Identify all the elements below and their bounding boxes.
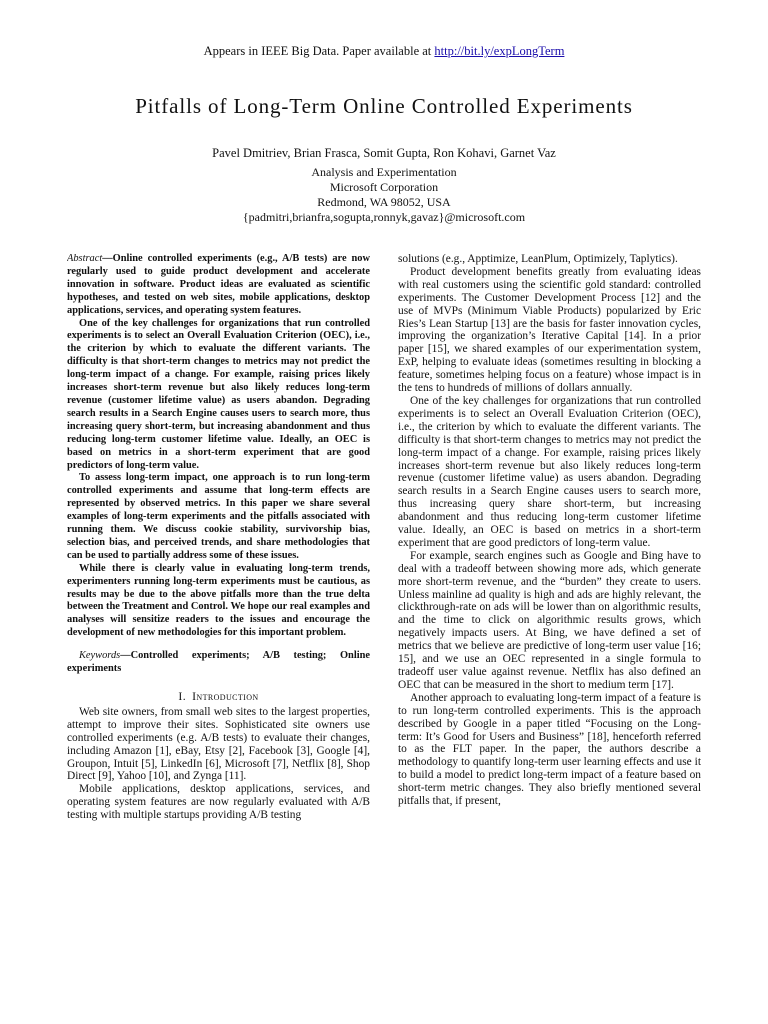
affiliation-group: Analysis and Experimentation (311, 165, 457, 179)
abstract (67, 253, 370, 640)
body-paragraph: One of the key challenges for organizations that run controlled experiments is to select an Overall Evaluation Criterion (OEC), i.e., the criterion by which to evaluate the different variants. The difficulty is that short-term changes to metrics may not predict the long-term impact of a change. For example, raising prices likely increases short-term revenue but also likely reduces long-term revenue (customer lifetime value) as users abandon. Degrading search results in a Search Engine causes users to search more, thus increasing query share short-term, but increasing abandonment and thus reducing long-term customer lifetime value. Ideally, an OEC is based on metrics in a short-term experiment that are good predictors of long-term value. (398, 394, 701, 549)
intro-text-left (67, 706, 370, 822)
paper-link[interactable]: http://bit.ly/expLongTerm (434, 44, 565, 58)
abstract-paragraph: One of the key challenges for organizations that run controlled experiments is to select an Overall Evaluation Criterion (OEC), i.e., the criterion by which to evaluate the different variants. The difficulty is that short-term changes to metrics may not predict the long-term impact of a change. For example, raising prices likely increases short-term revenue but also likely reduces long-term revenue (customer lifetime value) as users abandon. Degrading search results in a Search Engine causes users to search more, thus increasing query short-term, but increasing abandonment and thus reducing long-term customer lifetime value. Ideally, an OEC is based on metrics in a short-term experiment that are good predictors of long-term value. (67, 317, 370, 471)
publication-note (0, 43, 768, 59)
left-column (67, 253, 370, 933)
publication-note-text: Appears in IEEE Big Data. Paper available at (203, 44, 435, 58)
affiliation-address: Redmond, WA 98052, USA (317, 195, 451, 209)
body-paragraph: solutions (e.g., Apptimize, LeanPlum, Optimizely, Taplytics). (398, 253, 678, 265)
body-paragraph: Product development benefits greatly from evaluating ideas with real customers using the scientific gold standard: controlled experiments. The Customer Development Process [12] and the use of MVPs (Minimum Viable Products) popularized by Eric Ries’s Lean Startup [13] are the basis for faster innovation cycles, improving the organization’s Iterative Capital [14]. In a prior paper [15], we shared examples of our experimentation system, ExP, helping to evaluate ideas (sometimes resulting in blocking a feature, sometimes helping focus on a feature) whose impact is in the tens to hundreds of millions of dollars annually. (398, 265, 701, 395)
body-paragraph: For example, search engines such as Google and Bing have to deal with a tradeoff between showing more ads, which generate more short-term revenue, and the “burden” they create to users. Unless mainline ad quality is high and ads are highly relevant, the clickthrough-rate on ads will be lower than on algorithmic results, and the time to click on algorithmic results grows, which negatively impacts users. At Bing, we have defined a set of metrics that we believe are predictive of long-term user value [16; 15], and we use an OEC represented in a single formula to tradeoff user value against revenue. Netflix has also defined an OEC that can be measured in the short to medium term [17]. (398, 549, 701, 691)
section-number: I. (178, 689, 187, 703)
affiliation-org: Microsoft Corporation (329, 180, 439, 194)
keywords: Keywords—Controlled experiments; A/B testing; Online experiments (67, 650, 370, 675)
author-list: Pavel Dmitriev, Brian Frasca, Somit Gupta, Ron Kohavi, Garnet Vaz (212, 146, 556, 160)
body-paragraph: Another approach to evaluating long-term impact of a feature is to run long-term controlled experiments. This is the approach described by Google in a paper titled “Focusing on the Long-term: It’s Good for Users and Business” [18], henceforth referred to as the FLT paper. In the paper, the authors describe a methodology to quantify long-term user learning effects and use it to build a model to predict long-term impact of a feature based on short-term metric changes. They also briefly mentioned several pitfalls that, if present, (398, 691, 701, 808)
abstract-paragraph: To assess long-term impact, one approach is to run long-term controlled experiments and assume that long-term effects are represented by observed metrics. In this paper we share several examples of long-term experiments and the pitfalls associated with running them. We discuss cookie stability, survivorship bias, selection bias, and perceived trends, and share methodologies that can be used to partially address some of these issues. (67, 472, 370, 561)
abstract-paragraph: Abstract—Online controlled experiments (e.g., A/B tests) are now regularly used to guide product development and accelerate innovation in software. Product ideas are evaluated as scientific hypotheses, and tested on web sites, mobile applications, desktop applications, services, and operating system features. (67, 253, 370, 316)
abstract-paragraph: While there is clearly value in evaluating long-term trends, experimenters running long-term experiments must be cautious, as results may be due to the above pitfalls more than the true delta between the Treatment and Control. We hope our real examples and analyses will sensitize readers to the issues and encourage the development of new methodologies for this important problem. (67, 562, 370, 639)
right-column (398, 253, 701, 933)
body-paragraph: Web site owners, from small web sites to the largest properties, attempt to improve their sites. Sophisticated site owners use controlled experiments (e.g. A/B tests) to evaluate their changes, including Amazon [1], eBay, Etsy [2], Facebook [3], Google [4], Groupon, Intuit [5], LinkedIn [6], Microsoft [7], Netflix [8], Shop Direct [9], Yahoo [10], and Zynga [11]. (67, 705, 370, 783)
section-title: Introduction (192, 689, 259, 703)
section-heading-introduction (67, 690, 370, 703)
keywords-label: Keywords (79, 650, 121, 662)
paper-title: Pitfalls of Long-Term Online Controlled Experiments (135, 94, 633, 118)
body-paragraph: Mobile applications, desktop applications, services, and operating system features are now regularly evaluated with A/B testing with multiple startups providing A/B testing (67, 783, 370, 822)
abstract-label: Abstract (67, 253, 103, 264)
affiliation-block (0, 165, 768, 225)
affiliation-emails: {padmitri,brianfra,sogupta,ronnyk,gavaz}@microsoft.com (242, 210, 526, 224)
